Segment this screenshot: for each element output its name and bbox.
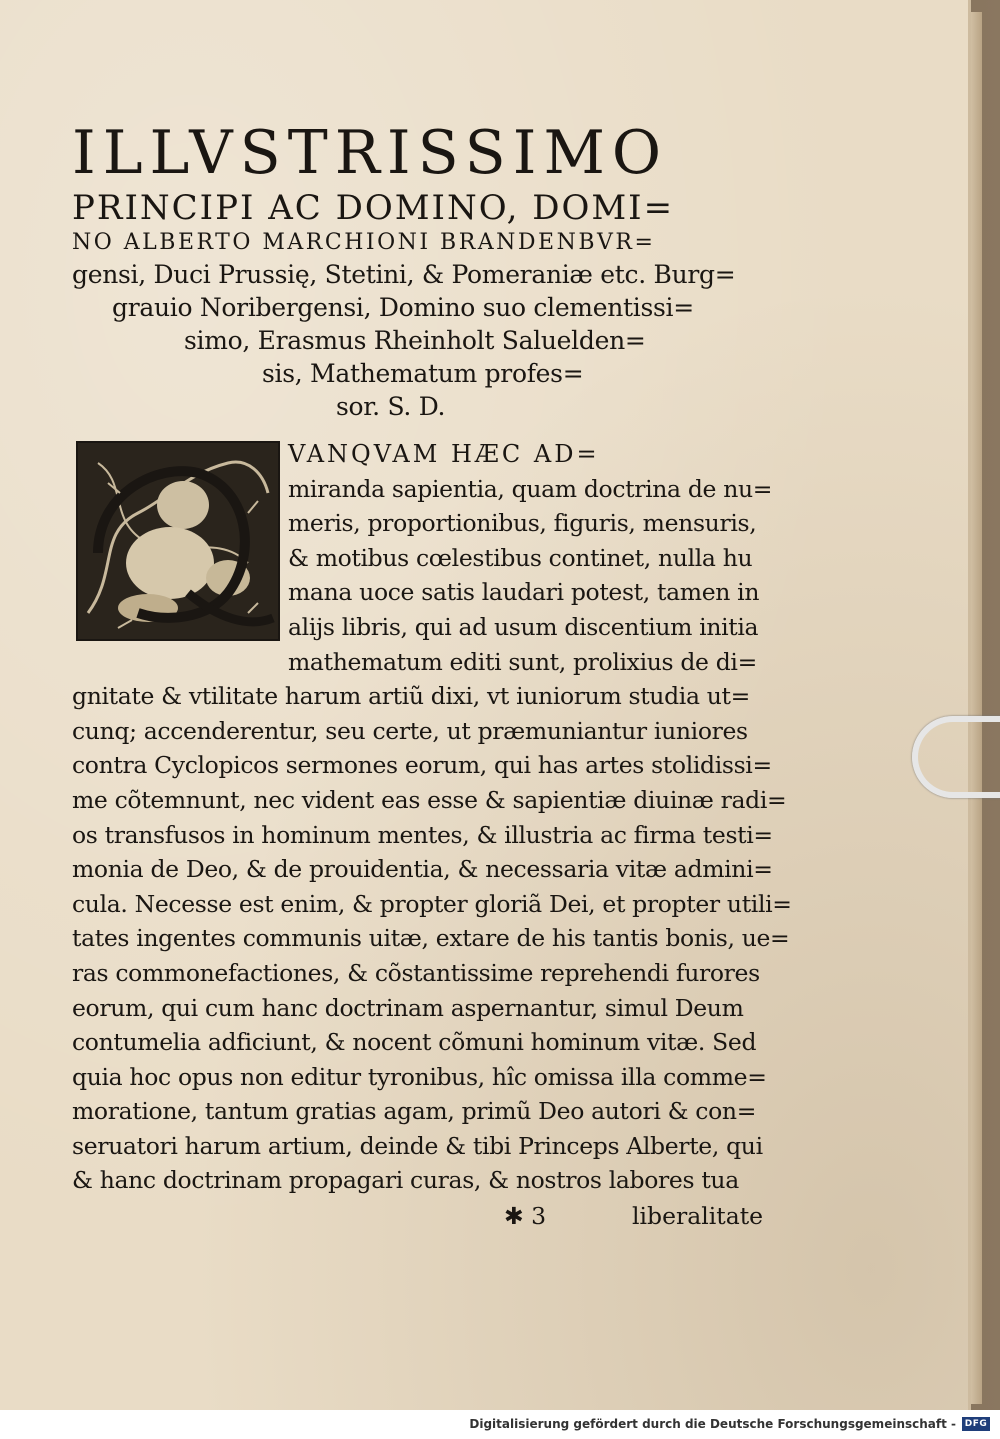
decorated-initial: [76, 441, 280, 641]
letter-body: [72, 437, 792, 1234]
text-line: moratione, tantum gratias agam, primũ Deo autori & con=: [72, 1097, 757, 1126]
heading-line-6: simo, Erasmus Rheinholt Saluelden=: [184, 326, 646, 355]
dfg-logo-icon: DFG: [962, 1417, 990, 1431]
text-line: contra Cyclopicos sermones eorum, qui has artes stolidissi=: [72, 751, 772, 780]
text-line: & hanc doctrinam propagari curas, & nostros labores tua: [72, 1166, 739, 1195]
heading-line-2: PRINCIPI AC DOMINO, DOMI=: [72, 188, 675, 228]
heading-line-1: ILLVSTRISSIMO: [72, 118, 669, 188]
page-text: [72, 118, 792, 1234]
heading-line-7: sis, Mathematum profes=: [262, 359, 584, 388]
text-line: ras commonefactiones, & cõstantissime reprehendi furores: [72, 958, 760, 987]
text-line: miranda sapientia, quam doctrina de nu=: [288, 474, 773, 503]
text-line: mathematum editi sunt, prolixius de di=: [288, 647, 757, 676]
text-line: os transfusos in hominum mentes, & illustria ac firma testi=: [72, 820, 773, 849]
heading-line-4: gensi, Duci Prussię, Stetini, & Pomeraniæ etc. Burg=: [72, 260, 736, 289]
page-clip: [912, 716, 1000, 798]
text-line: & motibus cœlestibus continet, nulla hu: [288, 543, 753, 572]
funding-notice: Digitalisierung gefördert durch die Deutsche Forschungsgemeinschaft -: [469, 1417, 956, 1431]
text-line: me cõtemnunt, nec vident eas esse & sapientiæ diuinæ radi=: [72, 785, 787, 814]
text-line: mana uoce satis laudari potest, tamen in: [288, 578, 760, 607]
decorated-initial-icon: [78, 443, 278, 639]
footer-bar: [0, 1410, 1000, 1439]
text-line: monia de Deo, & de prouidentia, & necessaria vitæ admini=: [72, 855, 773, 884]
heading-line-5: grauio Noribergensi, Domino suo clementissi=: [112, 293, 694, 322]
catchword: liberalitate: [632, 1202, 764, 1231]
text-line: cunq; accenderentur, seu certe, ut præmuniantur iuniores: [72, 716, 748, 745]
text-line: eorum, qui cum hanc doctrinam aspernantur, simul Deum: [72, 993, 744, 1022]
text-line: alijs libris, qui ad usum discentium initia: [288, 612, 759, 641]
text-line: cula. Necesse est enim, & propter gloriã Dei, et propter utili=: [72, 889, 792, 918]
text-line: quia hoc opus non editur tyronibus, hîc omissa illa comme=: [72, 1062, 767, 1091]
signature-mark: ✱ 3: [504, 1202, 547, 1231]
text-line: seruatori harum artium, deinde & tibi Princeps Alberte, qui: [72, 1131, 763, 1160]
heading-line-3: NO ALBERTO MARCHIONI BRANDENBVR=: [72, 230, 656, 255]
text-line: meris, proportionibus, figuris, mensuris,: [288, 509, 757, 538]
text-line: VANQVAM HÆC AD=: [288, 440, 600, 468]
text-line: gnitate & vtilitate harum artiũ dixi, vt iuniorum studia ut=: [72, 682, 750, 711]
text-line: tates ingentes communis uitæ, extare de his tantis bonis, ue=: [72, 924, 790, 953]
text-line: contumelia adficiunt, & nocent cõmuni hominum vitæ. Sed: [72, 1028, 757, 1057]
signature-row: [72, 1198, 764, 1234]
heading-line-8: sor. S. D.: [336, 392, 446, 421]
